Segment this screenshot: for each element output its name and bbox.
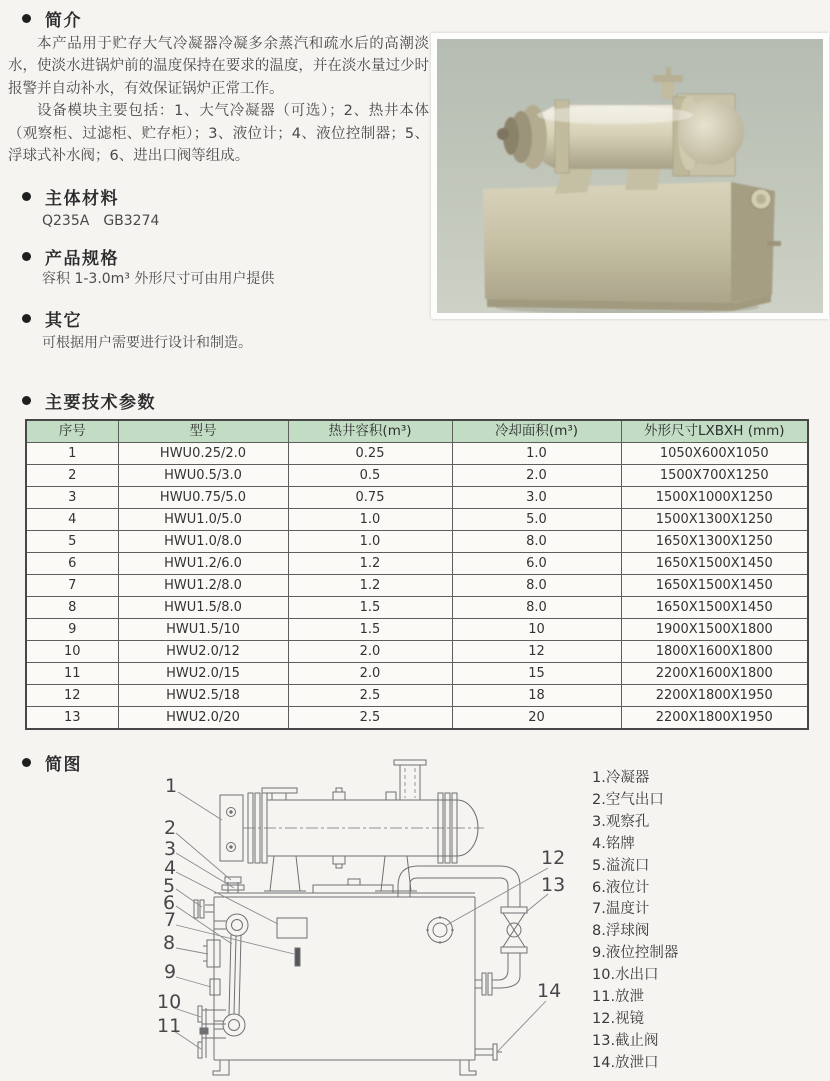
cell-dimensions: 1650X1300X1250 bbox=[621, 531, 808, 553]
cell-index: 6 bbox=[26, 553, 118, 575]
legend-item: 5.溢流口 bbox=[592, 857, 650, 874]
cell-dimensions: 1500X1000X1250 bbox=[621, 487, 808, 509]
section-head-material bbox=[22, 184, 119, 209]
diagram-callout: 1 bbox=[165, 775, 178, 797]
cell-index: 9 bbox=[26, 619, 118, 641]
table-row bbox=[26, 443, 808, 465]
cell-model: HWU2.0/20 bbox=[118, 707, 288, 730]
params-table bbox=[25, 419, 809, 730]
cell-cooling-area: 8.0 bbox=[452, 597, 621, 619]
bullet-icon bbox=[22, 396, 31, 405]
material-title: 主体材料 bbox=[45, 189, 119, 209]
header-model: 型号 bbox=[118, 420, 288, 443]
cell-dimensions: 1650X1500X1450 bbox=[621, 553, 808, 575]
intro-title: 简介 bbox=[45, 11, 82, 31]
intro-paragraph-2: 设备模块主要包括：1、大气冷凝器（可选）；2、热井本体（观察柜、过滤柜、贮存柜）；3、液位计；4、液位控制器；5、浮球式补水阀；6、进出口阀等组成。 bbox=[8, 103, 429, 165]
table-row bbox=[26, 553, 808, 575]
diagram-callout: 5 bbox=[163, 875, 176, 897]
legend-item: 12.视镜 bbox=[592, 1010, 645, 1027]
bullet-icon bbox=[22, 14, 31, 23]
cell-model: HWU2.5/18 bbox=[118, 685, 288, 707]
legend-item: 1.冷凝器 bbox=[592, 770, 650, 786]
table-row bbox=[26, 707, 808, 730]
schematic-drawing bbox=[148, 758, 593, 1081]
diagram-callout: 4 bbox=[164, 857, 177, 879]
table-row bbox=[26, 575, 808, 597]
legend-item: 14.放泄口 bbox=[592, 1054, 659, 1071]
cell-hotwell-volume: 2.5 bbox=[288, 685, 452, 707]
legend-item: 3.观察孔 bbox=[592, 813, 650, 830]
section-head-other bbox=[22, 306, 82, 331]
params-table-header bbox=[26, 420, 808, 443]
cell-hotwell-volume: 0.75 bbox=[288, 487, 452, 509]
cell-index: 11 bbox=[26, 663, 118, 685]
leader-lines bbox=[174, 792, 548, 1051]
cell-index: 8 bbox=[26, 597, 118, 619]
cell-cooling-area: 15 bbox=[452, 663, 621, 685]
cell-model: HWU1.5/10 bbox=[118, 619, 288, 641]
table-row bbox=[26, 465, 808, 487]
material-content: Q235A GB3274 bbox=[42, 213, 160, 229]
cell-dimensions: 1500X1300X1250 bbox=[621, 509, 808, 531]
cell-dimensions: 2200X1600X1800 bbox=[621, 663, 808, 685]
diagram-callout: 3 bbox=[164, 838, 177, 860]
cell-cooling-area: 12 bbox=[452, 641, 621, 663]
legend-item: 4.铭牌 bbox=[592, 835, 635, 852]
cell-hotwell-volume: 2.0 bbox=[288, 641, 452, 663]
schematic-title: 简图 bbox=[45, 755, 82, 775]
condenser-drawing bbox=[220, 760, 484, 891]
cell-dimensions: 1900X1500X1800 bbox=[621, 619, 808, 641]
cell-dimensions: 1800X1600X1800 bbox=[621, 641, 808, 663]
table-row bbox=[26, 531, 808, 553]
cell-model: HWU1.5/8.0 bbox=[118, 597, 288, 619]
cell-cooling-area: 18 bbox=[452, 685, 621, 707]
cell-hotwell-volume: 1.2 bbox=[288, 553, 452, 575]
table-row bbox=[26, 663, 808, 685]
cell-cooling-area: 8.0 bbox=[452, 575, 621, 597]
cell-dimensions: 2200X1800X1950 bbox=[621, 685, 808, 707]
cell-hotwell-volume: 2.0 bbox=[288, 663, 452, 685]
legend-item: 7.温度计 bbox=[592, 901, 650, 918]
bullet-icon bbox=[22, 314, 31, 323]
cell-hotwell-volume: 1.5 bbox=[288, 597, 452, 619]
intro-paragraph-1: 本产品用于贮存大气冷凝器冷凝多余蒸汽和疏水后的高潮淡水，使淡水进锅炉前的温度保持在要求的温度，并在淡水量过少时报警并自动补水，有效保证锅炉正常工作。 bbox=[8, 36, 429, 97]
legend-item: 9.液位控制器 bbox=[592, 945, 679, 962]
cell-hotwell-volume: 1.0 bbox=[288, 509, 452, 531]
cell-hotwell-volume: 1.2 bbox=[288, 575, 452, 597]
legend-item: 6.液位计 bbox=[592, 879, 650, 896]
cell-index: 4 bbox=[26, 509, 118, 531]
cell-cooling-area: 5.0 bbox=[452, 509, 621, 531]
table-row bbox=[26, 619, 808, 641]
legend-item: 8.浮球阀 bbox=[592, 923, 650, 940]
cell-index: 5 bbox=[26, 531, 118, 553]
cell-cooling-area: 1.0 bbox=[452, 443, 621, 465]
params-table-body bbox=[26, 443, 808, 730]
table-row bbox=[26, 597, 808, 619]
tank-drawing bbox=[194, 866, 527, 1075]
cell-cooling-area: 8.0 bbox=[452, 531, 621, 553]
diagram-callout: 9 bbox=[164, 961, 177, 983]
table-row bbox=[26, 509, 808, 531]
legend-item: 11.放泄 bbox=[592, 989, 645, 1006]
other-content: 可根据用户需要进行设计和制造。 bbox=[42, 335, 252, 351]
cell-index: 10 bbox=[26, 641, 118, 663]
diagram-callout: 14 bbox=[537, 980, 562, 1002]
cell-index: 7 bbox=[26, 575, 118, 597]
cell-index: 13 bbox=[26, 707, 118, 730]
product-photo bbox=[431, 33, 829, 319]
cell-dimensions: 1650X1500X1450 bbox=[621, 575, 808, 597]
legend-item: 10.水出口 bbox=[592, 967, 659, 984]
cell-index: 2 bbox=[26, 465, 118, 487]
cell-model: HWU2.0/12 bbox=[118, 641, 288, 663]
bullet-icon bbox=[22, 192, 31, 201]
cell-model: HWU1.0/5.0 bbox=[118, 509, 288, 531]
diagram-callout: 11 bbox=[157, 1015, 182, 1037]
cell-dimensions: 1500X700X1250 bbox=[621, 465, 808, 487]
section-head-spec bbox=[22, 244, 119, 269]
section-head-schematic bbox=[22, 750, 82, 775]
header-hotwell-volume: 热井容积(m³) bbox=[288, 420, 452, 443]
other-title: 其它 bbox=[45, 311, 82, 331]
cell-model: HWU2.0/15 bbox=[118, 663, 288, 685]
diagram-callout: 6 bbox=[163, 892, 176, 914]
cell-model: HWU0.5/3.0 bbox=[118, 465, 288, 487]
diagram-callout: 10 bbox=[157, 991, 182, 1013]
cell-hotwell-volume: 0.5 bbox=[288, 465, 452, 487]
cell-cooling-area: 10 bbox=[452, 619, 621, 641]
schematic-line-drawing bbox=[148, 758, 593, 1081]
cell-cooling-area: 3.0 bbox=[452, 487, 621, 509]
spec-title: 产品规格 bbox=[45, 249, 119, 269]
cell-index: 1 bbox=[26, 443, 118, 465]
cell-cooling-area: 20 bbox=[452, 707, 621, 730]
cell-model: HWU1.2/6.0 bbox=[118, 553, 288, 575]
table-row bbox=[26, 487, 808, 509]
legend-item: 13.截止阀 bbox=[592, 1032, 659, 1049]
diagram-callout: 13 bbox=[541, 874, 566, 896]
table-row bbox=[26, 685, 808, 707]
table-row bbox=[26, 641, 808, 663]
cell-model: HWU1.0/8.0 bbox=[118, 531, 288, 553]
bullet-icon bbox=[22, 252, 31, 261]
schematic-legend bbox=[592, 768, 678, 1075]
header-cooling-area: 冷却面积(m³) bbox=[452, 420, 621, 443]
cell-dimensions: 1650X1500X1450 bbox=[621, 597, 808, 619]
cell-hotwell-volume: 0.25 bbox=[288, 443, 452, 465]
params-title: 主要技术参数 bbox=[45, 393, 156, 413]
cell-hotwell-volume: 1.5 bbox=[288, 619, 452, 641]
product-photo-image bbox=[437, 39, 823, 313]
cell-model: HWU1.2/8.0 bbox=[118, 575, 288, 597]
header-dimensions: 外形尺寸LXBXH (mm) bbox=[621, 420, 808, 443]
cell-hotwell-volume: 2.5 bbox=[288, 707, 452, 730]
cell-index: 3 bbox=[26, 487, 118, 509]
section-head-intro bbox=[22, 6, 82, 31]
cell-cooling-area: 2.0 bbox=[452, 465, 621, 487]
section-head-params bbox=[22, 388, 156, 413]
intro-text bbox=[8, 33, 429, 167]
bullet-icon bbox=[22, 758, 31, 767]
cell-model: HWU0.75/5.0 bbox=[118, 487, 288, 509]
cell-model: HWU0.25/2.0 bbox=[118, 443, 288, 465]
header-index: 序号 bbox=[26, 420, 118, 443]
diagram-callout: 8 bbox=[163, 932, 176, 954]
cell-hotwell-volume: 1.0 bbox=[288, 531, 452, 553]
cell-index: 12 bbox=[26, 685, 118, 707]
cell-cooling-area: 6.0 bbox=[452, 553, 621, 575]
cell-dimensions: 1050X600X1050 bbox=[621, 443, 808, 465]
legend-item: 2.空气出口 bbox=[592, 791, 664, 808]
diagram-callout: 12 bbox=[541, 847, 566, 869]
spec-content: 容积 1-3.0m³ 外形尺寸可由用户提供 bbox=[42, 271, 275, 287]
diagram-callout: 7 bbox=[164, 909, 177, 931]
diagram-callout: 2 bbox=[164, 817, 177, 839]
cell-dimensions: 2200X1800X1950 bbox=[621, 707, 808, 730]
header-row bbox=[26, 420, 808, 443]
